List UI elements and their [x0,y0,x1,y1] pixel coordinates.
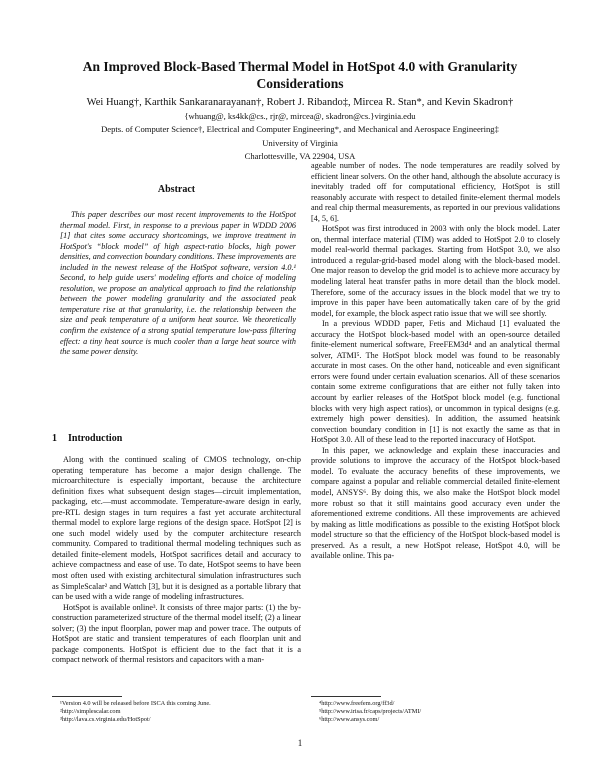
affiliations [20,123,580,164]
section-title: Introduction [68,433,123,444]
right-paragraph-1: HotSpot was first introduced in 2003 with only the block model. Later on, thermal interface material (TIM) was added to HotSpot 2.0 to closely model real-world thermal packages. Starting from HotSpot 3.0, we also introduced a regular-grid-based model along with the block-based model. One major reason to develop the grid model is to achieve more accuracy by modeling lateral heat transfer paths in more detail than the block model. Therefore, some of the accuracy issues in the block model that we try to improve in this paper have been automatically taken care of by the grid model, for example, the block aspect ratio issue that we will see shortly. [311,224,560,318]
affiliation-university: University of Virginia [262,137,338,148]
intro-paragraph-2: HotSpot is available online³. It consists of three major parts: (1) the by-construction parameterized structure of the thermal model itself; (2) a linear solver; (3) the input floorplan, power map and power trace. The outputs of HotSpot are static and transient temperatures of each floorplan unit and package components. HotSpot is efficient due to the fact that it is a compact network of thermal resistors and capacitors with a man- [52,602,301,665]
paper-title: An Improved Block-Based Thermal Model in HotSpot 4.0 with Granularity Considerations [82,59,518,91]
right-column-body [311,161,560,562]
footnote-4: ⁴http://www.freefem.org/ff3d/ [319,700,395,707]
author-list: Wei Huang†, Karthik Sankaranarayanan†, Robert J. Ribando‡, Mircea R. Stan*, and Kevin Skadron† [86,97,514,108]
left-column-body [52,455,301,666]
affiliation-city: Charlottesville, VA 22904, USA [244,151,356,161]
right-paragraph-0: ageable number of nodes. The node temperatures are readily solved by efficient linear solvers. On the other hand, although the absolute accuracy is inevitably traded off for computational efficiency, HotSpot is still reasonably accurate with respect to detailed finite-element thermal models and real chip thermal measurements, as reported in our previous validations [4, 5, 6]. [311,161,560,223]
intro-paragraph-1: Along with the continued scaling of CMOS technology, on-chip operating temperature has become a major design challenge. The microarchitecture is especially important, because the architecture definition fixes what subsequent design stages—circuit implementation, packaging, etc.—must accommodate. Temperature-aware design in early, pre-RTL design stages in turn requires a fast yet accurate architectural thermal model to explore large regions of the design space. HotSpot [2] is one such model widely used by the computer architecture research community. Compared to traditional thermal modeling techniques such as detailed finite-element models, HotSpot sacrifices detail and accuracy to achieve compactness and ease of use. To date, HotSpot seems to have been most often used with existing architectural simulation infrastructures such as SimpleScalar² and Wattch [3], but it is designed as a portable library that can be used with a wide range of modeling infrastructures. [52,455,301,602]
footnote-2: ²http://simplescalar.com [60,708,121,715]
section-heading [52,433,122,444]
abstract-heading: Abstract [157,184,196,195]
footnotes-left [60,700,211,724]
footnote-5: ⁵http://www.irisa.fr/caps/projects/ATMI/ [319,708,422,715]
footnote-rule-left [52,696,122,697]
abstract-text: This paper describes our most recent improvements to the HotSpot thermal model. First, in response to a previous paper in WDDD 2006 [1] that cites some accuracy shortcomings, we improve treatment in HotSpot's “block model” of high aspect-ratio blocks, high power densities, and convection boundary conditions. These improvements are included in the newest release of the HotSpot software, version 4.0.¹ Second, to help guide users' modeling efforts and choice of modeling resolution, we propose an analytical approach to find the relationship between the power modeling granularity and the associated peak temperature rise at that granularity, i.e. the relationship between the size and peak temperature of a uniform heat source. We theoretically confirm the existence of a strong spatial temperature low-pass filtering effect: a tiny heat source is much cooler than a large heat source with the same power density. [60,210,296,357]
footnote-3: ³http://lava.cs.virginia.edu/HotSpot/ [60,716,151,723]
footnote-rule-right [311,696,381,697]
footnote-6: ⁶http://www.ansys.com/ [319,716,380,723]
author-emails: {whuang@, ks4kk@cs., rjr@, mircea@, skadron@cs.}virginia.edu [184,111,416,121]
right-paragraph-2: In a previous WDDD paper, Fetis and Michaud [1] evaluated the accuracy the HotSpot block-based model with an open-source detailed finite-element numerical software, FreeFEM3d⁴ and an analytical thermal solver, ATMI⁵. The HotSpot block model was found to be reasonably accurate in most cases. On the other hand, noticeable and even significant errors were found under certain evaluation scenarios. All of these scenarios contain some extreme configurations that are either not fully taken into account by earlier releases of the HotSpot block model (e.g. functional blocks with very high aspect ratios), or uncommon in typical designs (e.g. extremely high power densities). In addition, the assumed heatsink convection boundary condition in [1] is not exactly the same as that in HotSpot 3.0. All of these lead to the reported inaccuracy of HotSpot. [311,319,560,445]
footnote-1: ¹Version 4.0 will be released before ISCA this coming June. [60,700,211,707]
section-number: 1 [52,433,57,444]
footnotes-right [319,700,421,724]
abstract-body [60,210,296,358]
right-paragraph-3: In this paper, we acknowledge and explain these inaccuracies and provide solutions to improve the accuracy of the HotSpot block-based model. To evaluate the accuracy benefits of these improvements, we compare against a popular and reliable commercial detailed finite-element model, ANSYS⁶. By doing this, we also make the HotSpot block model more robust so that it still maintains good accuracy even under the aforementioned extreme conditions. All these improvements are achieved by making as little modifications as possible to the existing HotSpot block model structure so that the efficiency of the HotSpot block-based model is preserved. As a result, a new HotSpot release, HotSpot 4.0, will be available online. This pa- [311,445,560,561]
page-number: 1 [297,738,303,748]
affiliation-departments: Depts. of Computer Science†, Electrical and Computer Engineering*, and Mechanical and Aerospace Engineering‡ [101,124,499,134]
